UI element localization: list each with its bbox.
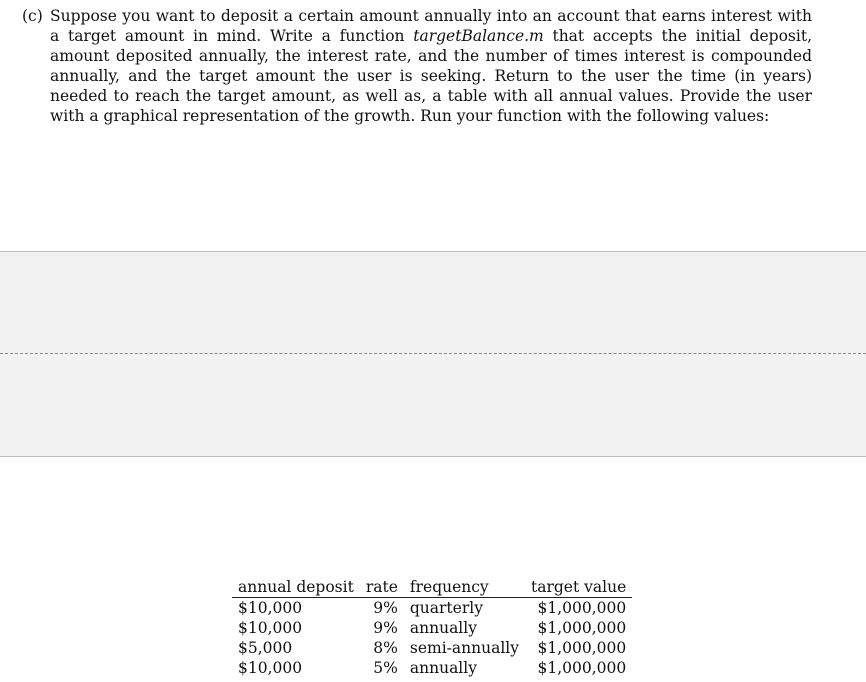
cell-rate: 9%	[373, 619, 398, 637]
table-row	[232, 598, 632, 619]
cell-rate: 9%	[373, 599, 398, 617]
page-break-line	[0, 353, 866, 354]
cell-frequency: semi-annually	[409, 639, 519, 657]
problem-statement	[22, 6, 812, 126]
cell-annual-deposit: $5,000	[238, 639, 293, 657]
problem-label: (c)	[22, 7, 43, 25]
cell-frequency: annually	[409, 659, 477, 677]
problem-body	[50, 6, 812, 126]
header-frequency: frequency	[404, 577, 525, 598]
header-rate: rate	[360, 577, 404, 598]
page-break-gap	[0, 251, 866, 457]
function-name: targetBalance.m	[413, 27, 544, 45]
cell-target-value: $1,000,000	[537, 659, 627, 677]
cell-target-value: $1,000,000	[537, 619, 627, 637]
problem-text-part-2: that accepts the initial deposit, amount deposited annually, the interest rate, and the number of times interest is compounded annually, and the target amount the user is seeking. Return to the user the time (in years) needed to reach the target amount, as well as, a table with all annual values. Provide the user with a graphical representation of the growth. Run your function with the following values:	[50, 27, 813, 125]
cell-annual-deposit: $10,000	[238, 599, 303, 617]
cell-target-value: $1,000,000	[537, 599, 627, 617]
table-row	[232, 618, 632, 638]
cell-frequency: quarterly	[409, 599, 483, 617]
cell-rate: 8%	[373, 639, 398, 657]
cell-frequency: annually	[409, 619, 477, 637]
input-values-table	[232, 577, 632, 678]
header-target-value: target value	[525, 577, 632, 598]
header-annual-deposit: annual deposit	[232, 577, 360, 598]
table-row	[232, 658, 632, 678]
table-header-row	[232, 577, 632, 598]
cell-target-value: $1,000,000	[537, 639, 627, 657]
problem-text-part-1: Suppose you want to deposit a certain amount annually into an account that earns interest with a target amount in mind. Write a function	[50, 7, 812, 45]
cell-annual-deposit: $10,000	[238, 659, 303, 677]
cell-annual-deposit: $10,000	[238, 619, 303, 637]
cell-rate: 5%	[373, 659, 398, 677]
table-row	[232, 638, 632, 658]
